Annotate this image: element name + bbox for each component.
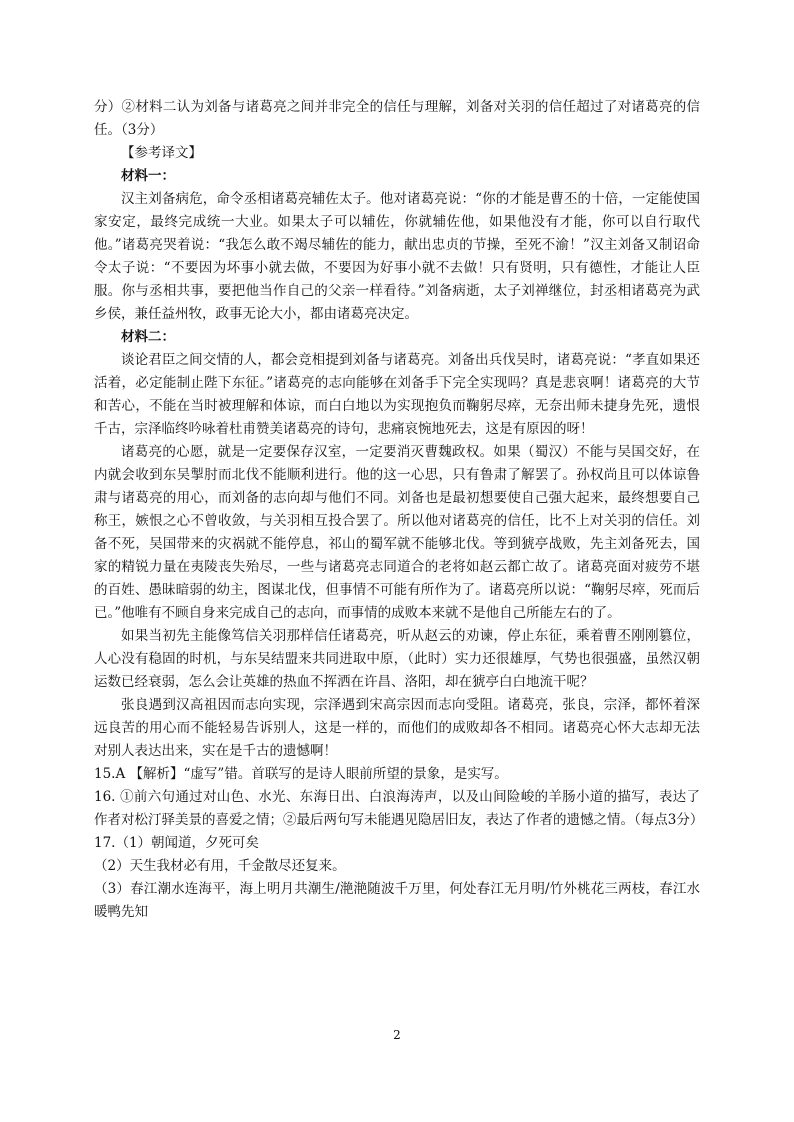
material-two-paragraph-3: 如果当初先主能像笃信关羽那样信任诸葛亮，听从赵云的劝谏，停止东征，乘着曹丕刚刚篡位，人心没有稳固的时机，与东吴结盟来共同进取中原，（此时）实力还很雄厚，气势也很强盛，虽然汉朝运数已经衰弱，怎么会让英雄的热血不挥洒在许昌、洛阳，却在猇亭白白地流干呢？ [94, 628, 700, 690]
answer-17-1: 17.（1）朝闻道，夕死可矣 [94, 835, 260, 851]
material-two-heading: 材料二： [121, 329, 175, 345]
material-two-paragraph-2: 诸葛亮的心愿，就是一定要保存汉室，一定要消灭曹魏政权。如果（蜀汉）不能与吴国交好，在内就会收到东吴掣肘而北伐不能顺利进行。他的这一心思，只有鲁肃了解罢了。孙权尚且可以体谅鲁肃与诸葛亮的用心，而刘备的志向却与他们不同。刘备也是最初想要使自己强大起来，最终想要自己称王，嫉恨之心不曾收敛，与关羽相互投合罢了。所以他对诸葛亮的信任，比不上对关羽的信任。刘备不死，吴国带来的灾祸就不能停息，祁山的蜀军就不能够北伐。等到猇亭战败，先主刘备死去，国家的精锐力量在夷陵丧失殆尽，一些与诸葛亮志同道合的老将如赵云都亡故了。诸葛亮面对疲劳不堪的百姓、愚昧暗弱的幼主，图谋北伐，但事情不可能有所作为了。诸葛亮所以说：“鞠躬尽瘁，死而后已。”他唯有不顾自身来完成自己的志向，而事情的成败本来就不是他自己所能左右的了。 [94, 444, 700, 621]
material-one-text: 汉主刘备病危，命令丞相诸葛亮辅佐太子。他对诸葛亮说：“你的才能是曹丕的十倍，一定能使国家安定，最终完成统一大业。如果太子可以辅佐，你就辅佐他，如果他没有才能，你可以自行取代他。”诸葛亮哭着说：“我怎么敢不竭尽辅佐的能力，献出忠贞的节操，至死不渝！”汉主刘备又制诏命令太子说：“不要因为坏事小就去做，不要因为好事小就不去做！只有贤明，只有德性，才能让人臣服。你与丞相共事，要把他当作自己的父亲一样看待。”刘备病逝，太子刘禅继位，封丞相诸葛亮为武乡侯，兼任益州牧，政事无论大小，都由诸葛亮决定。 [94, 191, 700, 322]
material-one-heading: 材料一： [121, 168, 175, 184]
answer-15: 15.A 【解析】“虚写”错。首联写的是诗人眼前所望的景象，是实写。 [94, 766, 508, 782]
material-two-paragraph-1: 谈论君臣之间交情的人，都会竞相提到刘备与诸葛亮。刘备出兵伐吴时，诸葛亮说：“孝直如果还活着，必定能制止陛下东征。”诸葛亮的志向能够在刘备手下完全实现吗？真是悲哀啊！诸葛亮的大节和苦心，不能在当时被理解和体谅，而白白地以为实现抱负而鞠躬尽瘁，无奈出师未捷身先死，遗恨千古，宗泽临终吟咏着杜甫赞美诸葛亮的诗句，悲痛哀惋地死去，这是有原因的呀！ [94, 352, 700, 437]
answer-continuation: 分）②材料二认为刘备与诸葛亮之间并非完全的信任与理解，刘备对关羽的信任超过了对诸葛亮的信任。（3分） [94, 99, 700, 138]
answer-17-3: （3）春江潮水连海平，海上明月共潮生/滟滟随波千万里，何处春江无月明/竹外桃花三两枝，春江水暖鸭先知 [94, 881, 700, 920]
page-number: 2 [393, 1028, 401, 1042]
reference-translation-heading: 【参考译文】 [121, 145, 202, 161]
answer-16: 16. ①前六句通过对山色、水光、东海日出、白浪海涛声，以及山间险峻的羊肠小道的描写，表达了作者对松汀驿美景的喜爱之情；②最后两句写未能遇见隐居旧友，表达了作者的遗憾之情。（每点3分） [94, 789, 704, 828]
answer-17-2: （2）天生我材必有用，千金散尽还复来。 [94, 858, 346, 874]
page-content [94, 96, 704, 924]
material-two-paragraph-4: 张良遇到汉高祖因而志向实现，宗泽遇到宋高宗因而志向受阻。诸葛亮，张良，宗泽，都怀着深远良苦的用心而不能轻易告诉别人，这是一样的，而他们的成败却各不相同。诸葛亮心怀大志却无法对别人表达出来，实在是千古的遗憾啊！ [94, 697, 700, 759]
